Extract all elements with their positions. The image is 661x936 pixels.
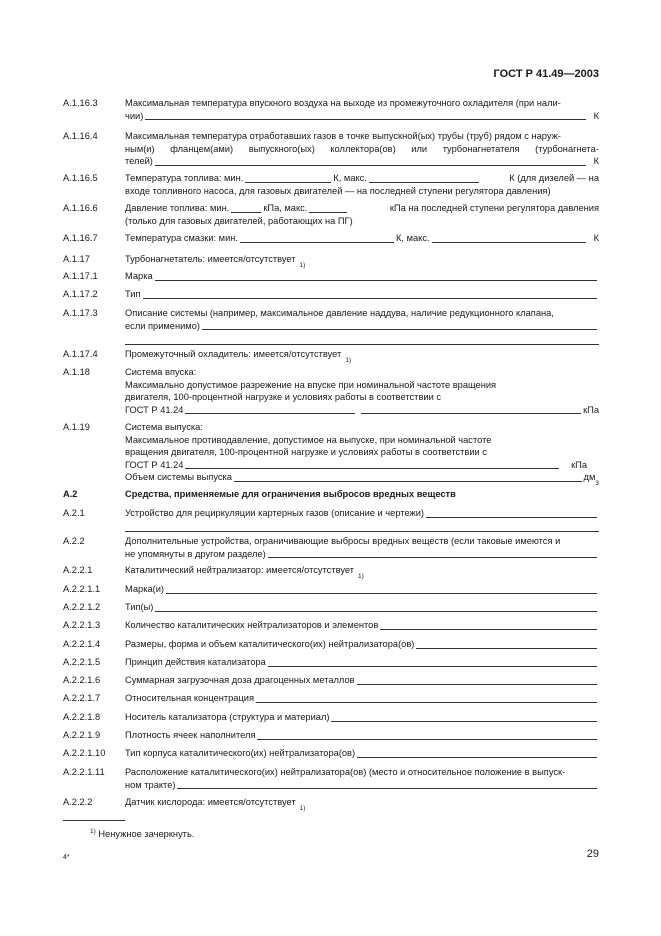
item-number: A.2.2.1 bbox=[63, 565, 93, 575]
item-number: A.1.17.2 bbox=[63, 289, 98, 299]
item-number: A.2.2.1.9 bbox=[63, 730, 101, 740]
fill-line bbox=[202, 329, 597, 330]
fill-line bbox=[426, 517, 597, 518]
item-number: A.1.17.1 bbox=[63, 271, 98, 281]
item-text: Размеры, форма и объем каталитического(их) нейтрализатора(ов) bbox=[125, 639, 415, 649]
fill-line bbox=[256, 702, 597, 703]
item-number: A.2.2.1.2 bbox=[63, 602, 101, 612]
item-text-cont: коллектора(ов) bbox=[330, 143, 396, 154]
item-text: Температура смазки: мин. bbox=[125, 233, 238, 243]
item-text: Система выпуска: bbox=[125, 422, 203, 432]
item-text: Тип bbox=[125, 289, 141, 299]
fill-line bbox=[416, 648, 597, 649]
fill-line bbox=[155, 280, 597, 281]
item-text-cont: (только для газовых двигателей, работающих на ПГ) bbox=[125, 215, 353, 226]
fill-line bbox=[166, 593, 597, 594]
item-number: A.1.16.6 bbox=[63, 203, 98, 213]
item-text: Устройство для рециркуляции картерных газов (описание и чертежи) bbox=[125, 508, 425, 518]
item-text: Температура топлива: мин. bbox=[125, 173, 244, 183]
item-text: Дополнительные устройства, ограничивающие выбросы вредных веществ (если таковые имеются и bbox=[125, 536, 561, 546]
fill-line bbox=[185, 413, 355, 414]
fill-line bbox=[309, 212, 347, 213]
unit-label: кПа bbox=[583, 404, 599, 415]
item-text: Давление топлива: мин. bbox=[125, 203, 230, 213]
item-text-cont: чии) bbox=[125, 110, 144, 121]
item-text-cont: ГОСТ Р 41.24 bbox=[125, 459, 184, 470]
item-number: A.2.2 bbox=[63, 536, 85, 546]
item-text-cont: фланцем(ами) bbox=[170, 143, 234, 154]
item-text-cont: двигателя, 100-процентной нагрузке и условиях работы в соответствии с bbox=[125, 392, 441, 403]
item-text-cont: вращения двигателя, 100-процентной нагрузке и условиях работы в соответствии с bbox=[125, 447, 487, 458]
item-text: Расположение каталитического(их) нейтрализатора(ов) (место и относительное положение в выпуск- bbox=[125, 767, 566, 777]
item-text-cont: входе топливного насоса, для газовых двигателей — на последней ступени регулятора давления) bbox=[125, 185, 551, 196]
item-number: A.2.2.1.7 bbox=[63, 693, 101, 703]
item-text-cont: телей) bbox=[125, 156, 153, 167]
item-number: A.1.16.7 bbox=[63, 233, 98, 243]
item-text-cont: выпускного(ых) bbox=[248, 143, 315, 154]
item-number: A.2.2.1.1 bbox=[63, 584, 101, 594]
item-text-cont: ном тракте) bbox=[125, 779, 176, 790]
footnote-text: Ненужное зачеркнуть. bbox=[98, 829, 195, 839]
footnote bbox=[90, 828, 194, 841]
item-number: A.2.2.1.6 bbox=[63, 675, 101, 685]
fill-line bbox=[125, 332, 599, 345]
fill-line bbox=[231, 212, 261, 213]
item-text: Датчик кислорода: имеется/отсутствует bbox=[125, 797, 296, 807]
item-text-cont: К, макс. bbox=[333, 173, 367, 183]
item-text: Каталитический нейтрализатор: имеется/отсутствует bbox=[125, 565, 354, 575]
item-text-cont: кПа на последней ступени регулятора давления bbox=[389, 203, 599, 213]
item-text: Система впуска: bbox=[125, 367, 197, 377]
unit-label: К bbox=[593, 156, 599, 167]
item-number: A.2.2.1.4 bbox=[63, 639, 101, 649]
fill-line bbox=[357, 684, 597, 685]
fill-line bbox=[257, 739, 597, 740]
sheet-mark: 4* bbox=[63, 854, 70, 861]
item-text-cont: К, макс. bbox=[396, 233, 430, 243]
item-text: Принцип действия катализатора bbox=[125, 657, 266, 667]
fill-line bbox=[245, 182, 331, 183]
item-text-cont: Максимальное противодавление, допустимое на выпуске, при номинальной частоте bbox=[125, 434, 492, 445]
item-text: Максимальная температура впускного воздуха на выходе из промежуточного охладителя (при нали- bbox=[125, 98, 561, 108]
fill-line bbox=[145, 119, 585, 120]
item-text: Описание системы (например, максимальное давление наддува, наличие редукционного клапана, bbox=[125, 308, 554, 318]
fill-line bbox=[155, 611, 597, 612]
item-text-cont: или bbox=[411, 143, 428, 154]
item-number: A.1.17.4 bbox=[63, 349, 98, 359]
fill-line bbox=[331, 721, 597, 722]
fill-line bbox=[268, 557, 597, 558]
unit-label: К bbox=[593, 110, 599, 121]
fill-line bbox=[143, 298, 598, 299]
item-text: Суммарная загрузочная доза драгоценных металлов bbox=[125, 675, 355, 685]
item-text-cont: если применимо) bbox=[125, 320, 200, 331]
item-number: A.1.17 bbox=[63, 254, 90, 264]
item-text: Марка bbox=[125, 271, 153, 281]
item-text-cont: ГОСТ Р 41.24 bbox=[125, 404, 184, 415]
fill-line bbox=[234, 481, 582, 482]
item-text: Марка(и) bbox=[125, 584, 165, 594]
fill-line bbox=[369, 182, 479, 183]
fill-line bbox=[155, 165, 586, 166]
item-number: A.2.2.1.10 bbox=[63, 748, 106, 758]
item-text: Относительная концентрация bbox=[125, 693, 254, 703]
unit-label: дм bbox=[583, 472, 596, 483]
item-text: Турбонагнетатель: имеется/отсутствует bbox=[125, 254, 296, 264]
item-number: A.1.16.5 bbox=[63, 173, 98, 183]
item-number: A.2 bbox=[63, 489, 78, 499]
item-text: Тип(ы) bbox=[125, 602, 154, 612]
item-text: Промежуточный охладитель: имеется/отсутствует bbox=[125, 349, 342, 359]
fill-line bbox=[268, 666, 597, 667]
item-text-cont: турбонагнетателя bbox=[442, 143, 520, 154]
unit-label: кПа bbox=[571, 459, 587, 470]
item-number: A.1.19 bbox=[63, 422, 90, 432]
item-number: A.2.2.2 bbox=[63, 797, 93, 807]
item-text-cont: (турбонагнета- bbox=[535, 143, 599, 154]
item-text-cont: Объем системы выпуска bbox=[125, 472, 232, 483]
item-text: Тип корпуса каталитического(их) нейтрализатора(ов) bbox=[125, 748, 356, 758]
unit-label: К bbox=[593, 233, 600, 243]
document-header: ГОСТ Р 41.49—2003 bbox=[493, 68, 599, 80]
footnote-separator bbox=[63, 820, 125, 821]
fill-line bbox=[125, 520, 599, 533]
fill-line bbox=[240, 242, 394, 243]
item-text-cont: ным(и) bbox=[125, 143, 155, 154]
section-title: Средства, применяемые для ограничения выбросов вредных веществ bbox=[125, 489, 456, 499]
page-number: 29 bbox=[586, 848, 599, 860]
item-number: A.1.16.4 bbox=[63, 131, 98, 141]
item-number: A.2.2.1.5 bbox=[63, 657, 101, 667]
item-number: A.2.1 bbox=[63, 508, 85, 518]
fill-line bbox=[380, 629, 597, 630]
fill-line bbox=[357, 757, 597, 758]
item-text: Плотность ячеек наполнителя bbox=[125, 730, 256, 740]
fill-line bbox=[185, 468, 559, 469]
item-text: Носитель катализатора (структура и материал) bbox=[125, 712, 330, 722]
item-text: Максимальная температура отработавших газов в точке выпускной(ых) трубы (труб) рядом с наруж- bbox=[125, 131, 561, 141]
item-text-cont: К (для дизелей — на bbox=[509, 173, 599, 183]
item-text: Количество каталитических нейтрализаторов и элементов bbox=[125, 620, 379, 630]
fill-line bbox=[361, 413, 581, 414]
item-text-cont: кПа, макс. bbox=[263, 203, 308, 213]
item-number: A.2.2.1.3 bbox=[63, 620, 101, 630]
item-number: A.1.18 bbox=[63, 367, 90, 377]
fill-line bbox=[432, 242, 586, 243]
item-number: A.1.17.3 bbox=[63, 308, 98, 318]
item-text-cont: не упомянуты в другом разделе) bbox=[125, 548, 266, 559]
footnote-mark: 1) bbox=[90, 828, 96, 835]
item-number: A.2.2.1.11 bbox=[63, 767, 105, 777]
item-text-cont: Максимально допустимое разрежение на впуске при номинальной частоте вращения bbox=[125, 379, 497, 390]
item-number: A.1.16.3 bbox=[63, 98, 98, 108]
fill-line bbox=[177, 788, 597, 789]
item-number: A.2.2.1.8 bbox=[63, 712, 101, 722]
